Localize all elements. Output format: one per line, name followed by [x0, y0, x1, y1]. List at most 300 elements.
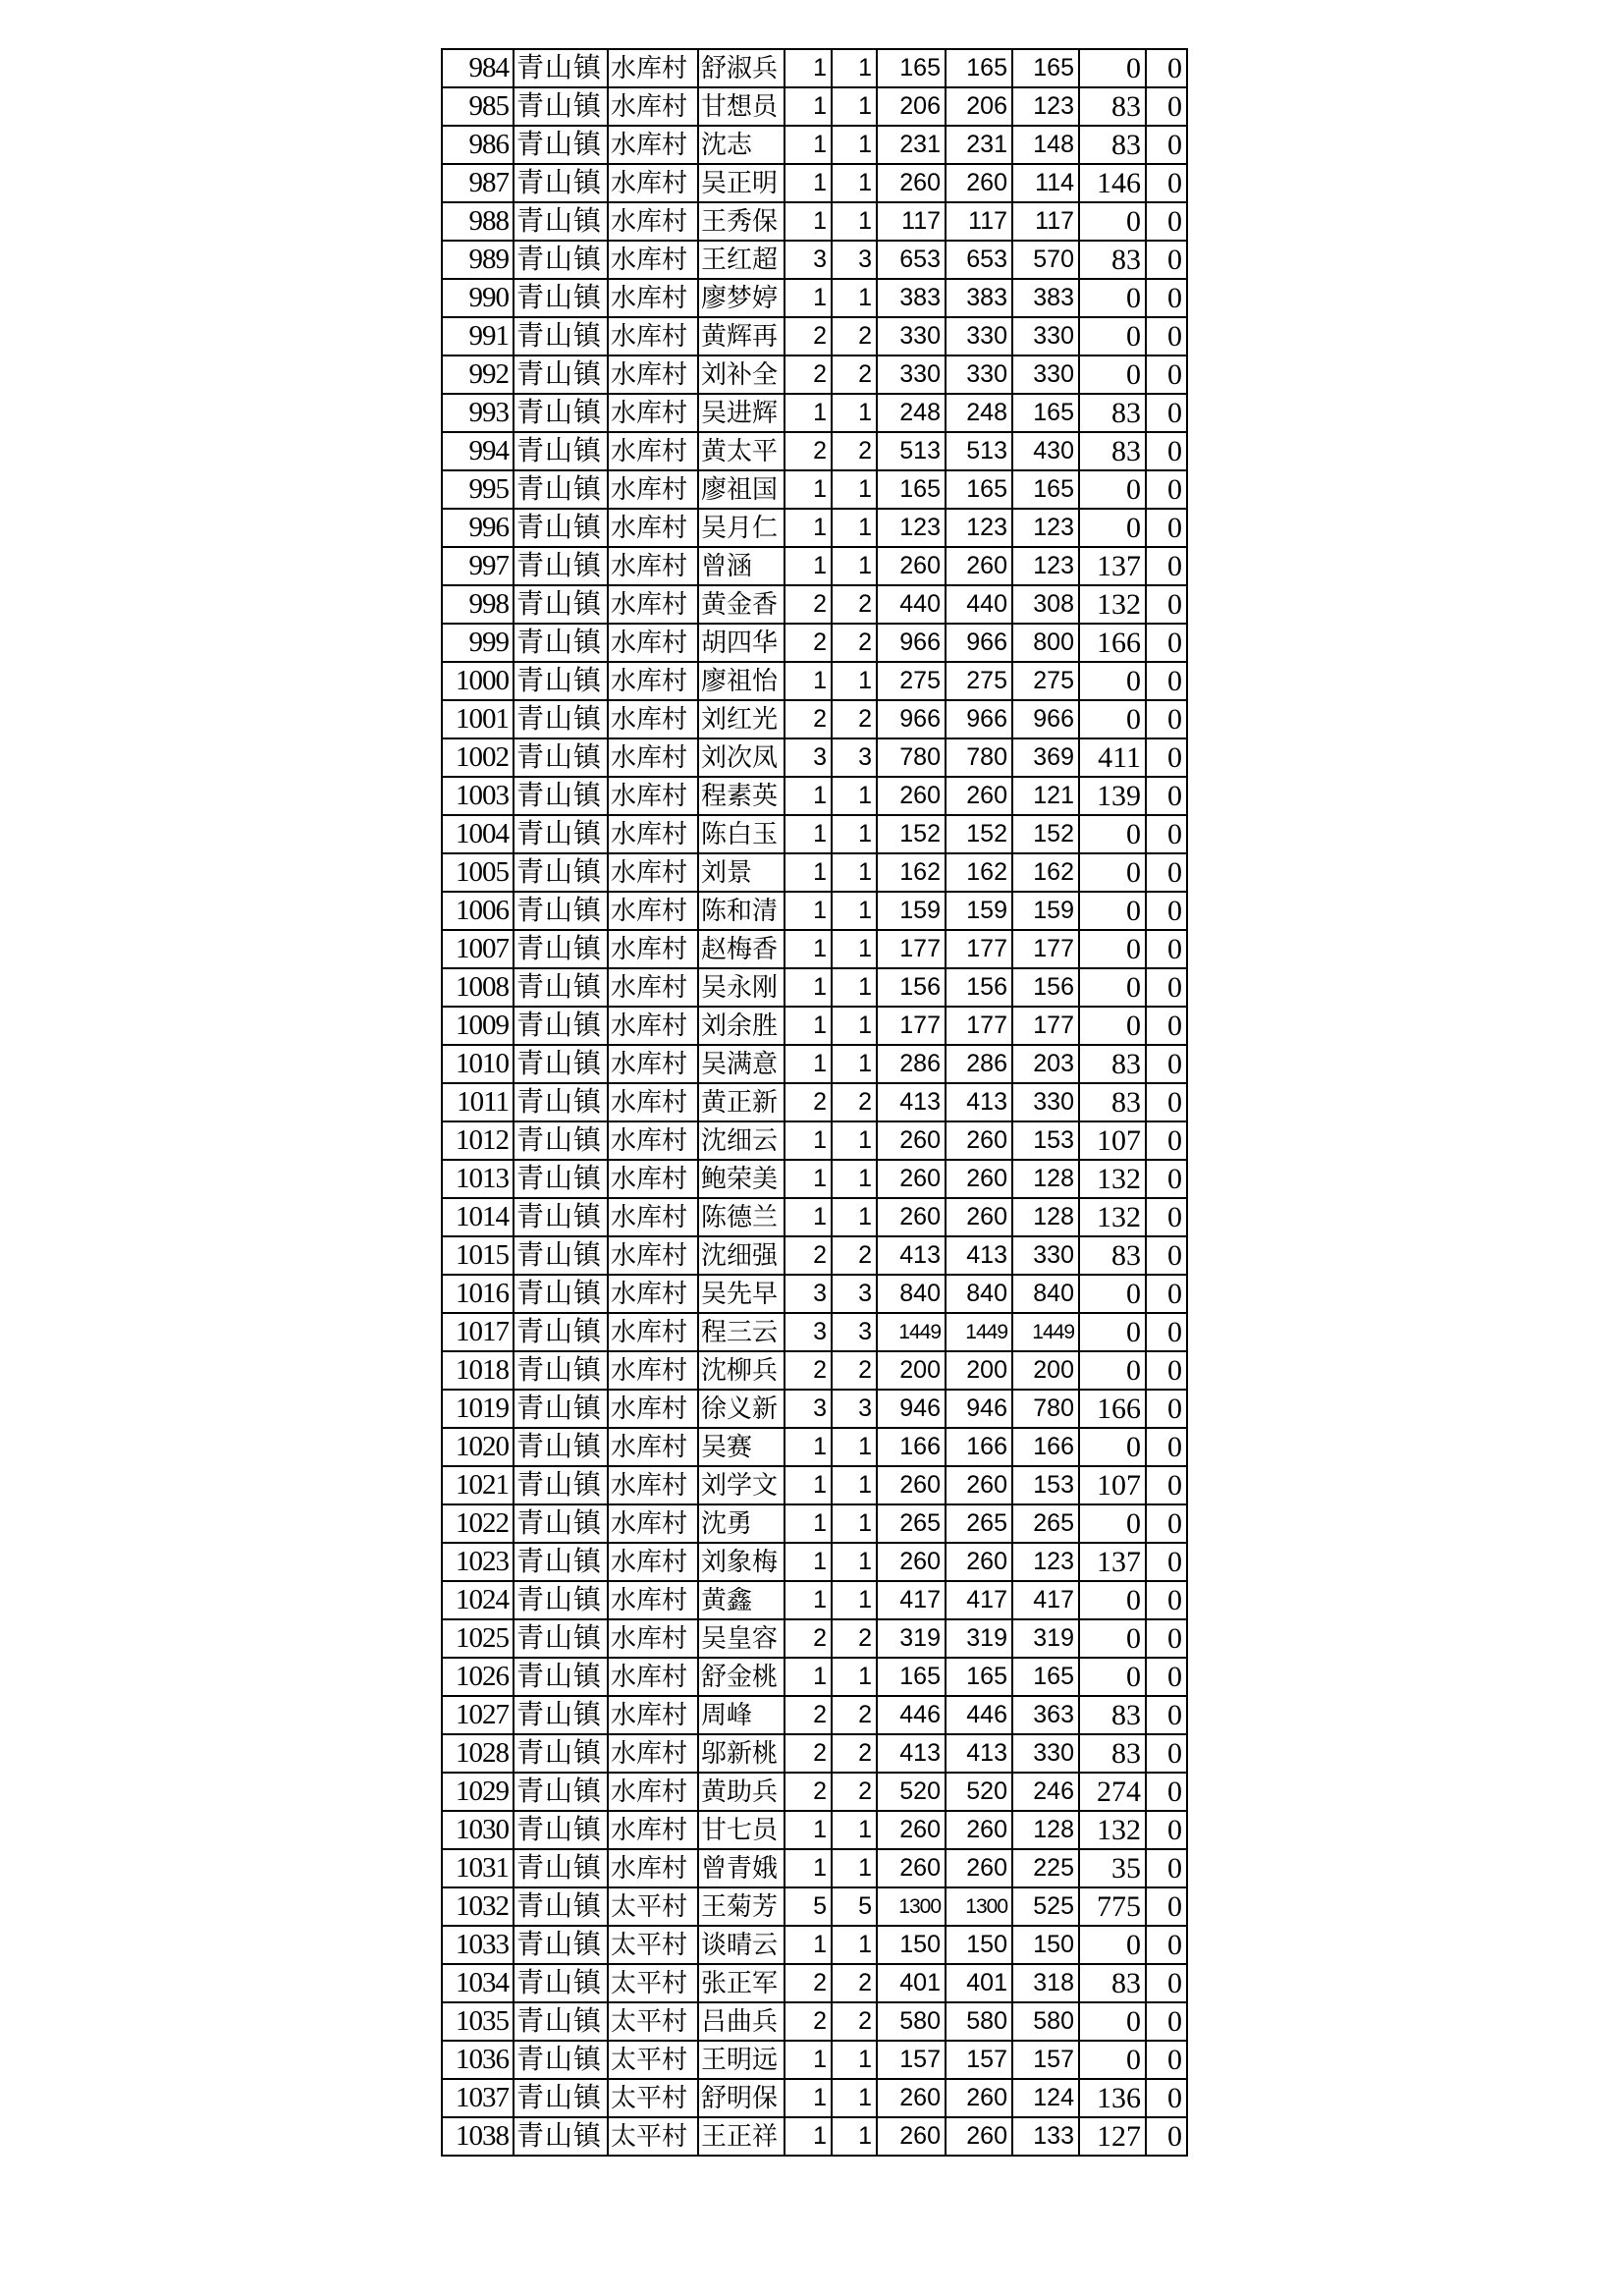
- amount-cell: 383: [1012, 279, 1079, 317]
- difference-cell: 0: [1079, 470, 1146, 509]
- town-cell: 青山镇: [514, 1160, 608, 1198]
- person-count-cell: 1: [832, 126, 877, 164]
- town-cell: 青山镇: [514, 1390, 608, 1428]
- village-cell: 水库村: [608, 547, 698, 585]
- household-count-cell: 2: [784, 1619, 832, 1658]
- difference-cell: 83: [1079, 1696, 1146, 1734]
- village-cell: 水库村: [608, 432, 698, 470]
- table-row: [442, 815, 1187, 853]
- person-count-cell: 1: [832, 394, 877, 432]
- village-cell: 水库村: [608, 1121, 698, 1160]
- name-cell: 吴永刚: [698, 968, 784, 1007]
- household-count-cell: 1: [784, 1811, 832, 1849]
- person-count-cell: 2: [832, 1236, 877, 1275]
- row-number: 995: [442, 470, 514, 509]
- household-count-cell: 1: [784, 202, 832, 241]
- village-cell: 水库村: [608, 1007, 698, 1045]
- person-count-cell: 2: [832, 1734, 877, 1773]
- difference-cell: 0: [1079, 1007, 1146, 1045]
- amount-cell: 225: [1012, 1849, 1079, 1887]
- amount-cell: 248: [946, 394, 1012, 432]
- table-row: [442, 892, 1187, 930]
- village-cell: 太平村: [608, 1926, 698, 1964]
- amount-cell: 319: [1012, 1619, 1079, 1658]
- extra-cell: 0: [1146, 1428, 1187, 1466]
- person-count-cell: 1: [832, 164, 877, 202]
- amount-cell: 265: [877, 1504, 946, 1543]
- person-count-cell: 3: [832, 1313, 877, 1351]
- town-cell: 青山镇: [514, 1236, 608, 1275]
- name-cell: 甘想员: [698, 87, 784, 126]
- extra-cell: 0: [1146, 1811, 1187, 1849]
- amount-cell: 260: [946, 1466, 1012, 1504]
- row-number: 1002: [442, 738, 514, 777]
- difference-cell: 0: [1079, 1313, 1146, 1351]
- amount-cell: 260: [946, 547, 1012, 585]
- household-count-cell: 1: [784, 968, 832, 1007]
- row-number: 1020: [442, 1428, 514, 1466]
- town-cell: 青山镇: [514, 777, 608, 815]
- village-cell: 水库村: [608, 1504, 698, 1543]
- person-count-cell: 1: [832, 470, 877, 509]
- table-body: [442, 49, 1187, 2156]
- table-row: [442, 470, 1187, 509]
- amount-cell: 966: [946, 700, 1012, 738]
- village-cell: 太平村: [608, 2041, 698, 2079]
- amount-cell: 319: [877, 1619, 946, 1658]
- amount-cell: 157: [1012, 2041, 1079, 2079]
- difference-cell: 0: [1079, 892, 1146, 930]
- amount-cell: 308: [1012, 585, 1079, 624]
- table-row: [442, 1849, 1187, 1887]
- amount-cell: 286: [946, 1045, 1012, 1083]
- town-cell: 青山镇: [514, 1007, 608, 1045]
- village-cell: 水库村: [608, 1734, 698, 1773]
- extra-cell: 0: [1146, 1696, 1187, 1734]
- table-row: [442, 1236, 1187, 1275]
- table-row: [442, 279, 1187, 317]
- amount-cell: 165: [946, 49, 1012, 87]
- person-count-cell: 3: [832, 241, 877, 279]
- household-count-cell: 2: [784, 1773, 832, 1811]
- town-cell: 青山镇: [514, 49, 608, 87]
- table-row: [442, 49, 1187, 87]
- row-number: 1036: [442, 2041, 514, 2079]
- household-count-cell: 1: [784, 1926, 832, 1964]
- amount-cell: 200: [946, 1351, 1012, 1390]
- row-number: 1034: [442, 1964, 514, 2002]
- row-number: 989: [442, 241, 514, 279]
- name-cell: 王秀保: [698, 202, 784, 241]
- name-cell: 王红超: [698, 241, 784, 279]
- town-cell: 青山镇: [514, 317, 608, 355]
- amount-cell: 966: [877, 624, 946, 662]
- village-cell: 水库村: [608, 853, 698, 892]
- person-count-cell: 1: [832, 1428, 877, 1466]
- row-number: 991: [442, 317, 514, 355]
- table-row: [442, 547, 1187, 585]
- amount-cell: 152: [946, 815, 1012, 853]
- person-count-cell: 2: [832, 1773, 877, 1811]
- household-count-cell: 2: [784, 432, 832, 470]
- household-count-cell: 1: [784, 87, 832, 126]
- table-row: [442, 2117, 1187, 2156]
- town-cell: 青山镇: [514, 1619, 608, 1658]
- person-count-cell: 2: [832, 700, 877, 738]
- row-number: 1001: [442, 700, 514, 738]
- difference-cell: 83: [1079, 1236, 1146, 1275]
- name-cell: 陈和清: [698, 892, 784, 930]
- town-cell: 青山镇: [514, 2002, 608, 2041]
- person-count-cell: 1: [832, 2079, 877, 2117]
- village-cell: 水库村: [608, 49, 698, 87]
- row-number: 1028: [442, 1734, 514, 1773]
- village-cell: 水库村: [608, 355, 698, 394]
- amount-cell: 840: [877, 1275, 946, 1313]
- extra-cell: 0: [1146, 432, 1187, 470]
- amount-cell: 330: [1012, 1083, 1079, 1121]
- village-cell: 水库村: [608, 815, 698, 853]
- town-cell: 青山镇: [514, 1121, 608, 1160]
- village-cell: 水库村: [608, 1275, 698, 1313]
- amount-cell: 580: [1012, 2002, 1079, 2041]
- amount-cell: 200: [1012, 1351, 1079, 1390]
- row-number: 985: [442, 87, 514, 126]
- village-cell: 水库村: [608, 624, 698, 662]
- amount-cell: 966: [1012, 700, 1079, 738]
- town-cell: 青山镇: [514, 1887, 608, 1926]
- town-cell: 青山镇: [514, 202, 608, 241]
- amount-cell: 363: [1012, 1696, 1079, 1734]
- person-count-cell: 1: [832, 509, 877, 547]
- town-cell: 青山镇: [514, 1504, 608, 1543]
- amount-cell: 165: [946, 470, 1012, 509]
- name-cell: 黄助兵: [698, 1773, 784, 1811]
- household-count-cell: 1: [784, 1428, 832, 1466]
- amount-cell: 260: [877, 1466, 946, 1504]
- household-count-cell: 1: [784, 662, 832, 700]
- extra-cell: 0: [1146, 1160, 1187, 1198]
- amount-cell: 318: [1012, 1964, 1079, 2002]
- person-count-cell: 2: [832, 1083, 877, 1121]
- row-number: 987: [442, 164, 514, 202]
- difference-cell: 132: [1079, 585, 1146, 624]
- person-count-cell: 2: [832, 2002, 877, 2041]
- table-row: [442, 624, 1187, 662]
- extra-cell: 0: [1146, 2041, 1187, 2079]
- table-row: [442, 1504, 1187, 1543]
- extra-cell: 0: [1146, 700, 1187, 738]
- difference-cell: 0: [1079, 202, 1146, 241]
- person-count-cell: 1: [832, 1466, 877, 1504]
- difference-cell: 83: [1079, 1083, 1146, 1121]
- village-cell: 太平村: [608, 2117, 698, 2156]
- name-cell: 黄辉再: [698, 317, 784, 355]
- difference-cell: 127: [1079, 2117, 1146, 2156]
- person-count-cell: 1: [832, 1543, 877, 1581]
- amount-cell: 513: [877, 432, 946, 470]
- name-cell: 刘象梅: [698, 1543, 784, 1581]
- extra-cell: 0: [1146, 87, 1187, 126]
- amount-cell: 123: [1012, 1543, 1079, 1581]
- person-count-cell: 1: [832, 968, 877, 1007]
- difference-cell: 0: [1079, 49, 1146, 87]
- village-cell: 水库村: [608, 1428, 698, 1466]
- table-row: [442, 1811, 1187, 1849]
- amount-cell: 121: [1012, 777, 1079, 815]
- amount-cell: 117: [946, 202, 1012, 241]
- household-count-cell: 1: [784, 853, 832, 892]
- amount-cell: 153: [1012, 1121, 1079, 1160]
- amount-cell: 840: [1012, 1275, 1079, 1313]
- household-count-cell: 1: [784, 394, 832, 432]
- amount-cell: 123: [1012, 547, 1079, 585]
- amount-cell: 653: [946, 241, 1012, 279]
- amount-cell: 128: [1012, 1160, 1079, 1198]
- table-row: [442, 930, 1187, 968]
- person-count-cell: 1: [832, 815, 877, 853]
- row-number: 988: [442, 202, 514, 241]
- household-count-cell: 2: [784, 355, 832, 394]
- extra-cell: 0: [1146, 2117, 1187, 2156]
- amount-cell: 520: [946, 1773, 1012, 1811]
- extra-cell: 0: [1146, 317, 1187, 355]
- table-row: [442, 1619, 1187, 1658]
- person-count-cell: 1: [832, 1504, 877, 1543]
- town-cell: 青山镇: [514, 700, 608, 738]
- table-row: [442, 1696, 1187, 1734]
- extra-cell: 0: [1146, 853, 1187, 892]
- extra-cell: 0: [1146, 1313, 1187, 1351]
- household-count-cell: 2: [784, 1696, 832, 1734]
- row-number: 1010: [442, 1045, 514, 1083]
- town-cell: 青山镇: [514, 1581, 608, 1619]
- table-row: [442, 355, 1187, 394]
- household-count-cell: 2: [784, 1083, 832, 1121]
- difference-cell: 139: [1079, 777, 1146, 815]
- table-row: [442, 853, 1187, 892]
- difference-cell: 83: [1079, 241, 1146, 279]
- row-number: 1009: [442, 1007, 514, 1045]
- row-number: 1029: [442, 1773, 514, 1811]
- difference-cell: 137: [1079, 1543, 1146, 1581]
- village-cell: 水库村: [608, 968, 698, 1007]
- table-row: [442, 662, 1187, 700]
- village-cell: 水库村: [608, 892, 698, 930]
- difference-cell: 136: [1079, 2079, 1146, 2117]
- extra-cell: 0: [1146, 1198, 1187, 1236]
- household-count-cell: 3: [784, 1275, 832, 1313]
- village-cell: 水库村: [608, 1236, 698, 1275]
- amount-cell: 417: [946, 1581, 1012, 1619]
- extra-cell: 0: [1146, 1504, 1187, 1543]
- village-cell: 水库村: [608, 1390, 698, 1428]
- person-count-cell: 1: [832, 1658, 877, 1696]
- household-count-cell: 1: [784, 470, 832, 509]
- extra-cell: 0: [1146, 1083, 1187, 1121]
- person-count-cell: 2: [832, 355, 877, 394]
- row-number: 1003: [442, 777, 514, 815]
- amount-cell: 123: [946, 509, 1012, 547]
- village-cell: 太平村: [608, 2002, 698, 2041]
- extra-cell: 0: [1146, 1734, 1187, 1773]
- row-number: 1033: [442, 1926, 514, 1964]
- village-cell: 水库村: [608, 1045, 698, 1083]
- village-cell: 水库村: [608, 1773, 698, 1811]
- amount-cell: 246: [1012, 1773, 1079, 1811]
- difference-cell: 0: [1079, 317, 1146, 355]
- table-row: [442, 1734, 1187, 1773]
- household-count-cell: 3: [784, 241, 832, 279]
- amount-cell: 966: [877, 700, 946, 738]
- amount-cell: 165: [1012, 1658, 1079, 1696]
- amount-cell: 150: [1012, 1926, 1079, 1964]
- amount-cell: 165: [1012, 394, 1079, 432]
- person-count-cell: 1: [832, 892, 877, 930]
- household-count-cell: 2: [784, 1734, 832, 1773]
- town-cell: 青山镇: [514, 892, 608, 930]
- person-count-cell: 1: [832, 930, 877, 968]
- amount-cell: 177: [877, 1007, 946, 1045]
- household-count-cell: 1: [784, 1160, 832, 1198]
- amount-cell: 156: [877, 968, 946, 1007]
- amount-cell: 260: [877, 1543, 946, 1581]
- extra-cell: 0: [1146, 1849, 1187, 1887]
- amount-cell: 203: [1012, 1045, 1079, 1083]
- name-cell: 沈细云: [698, 1121, 784, 1160]
- person-count-cell: 3: [832, 738, 877, 777]
- difference-cell: 274: [1079, 1773, 1146, 1811]
- name-cell: 舒金桃: [698, 1658, 784, 1696]
- name-cell: 王菊芳: [698, 1887, 784, 1926]
- amount-cell: 286: [877, 1045, 946, 1083]
- town-cell: 青山镇: [514, 1734, 608, 1773]
- household-count-cell: 2: [784, 624, 832, 662]
- village-cell: 水库村: [608, 1696, 698, 1734]
- amount-cell: 446: [946, 1696, 1012, 1734]
- town-cell: 青山镇: [514, 815, 608, 853]
- amount-cell: 153: [1012, 1466, 1079, 1504]
- extra-cell: 0: [1146, 968, 1187, 1007]
- amount-cell: 1449: [946, 1313, 1012, 1351]
- difference-cell: 83: [1079, 1734, 1146, 1773]
- extra-cell: 0: [1146, 1581, 1187, 1619]
- amount-cell: 157: [946, 2041, 1012, 2079]
- extra-cell: 0: [1146, 1466, 1187, 1504]
- household-count-cell: 3: [784, 1313, 832, 1351]
- amount-cell: 159: [946, 892, 1012, 930]
- amount-cell: 430: [1012, 432, 1079, 470]
- amount-cell: 260: [877, 2117, 946, 2156]
- amount-cell: 275: [946, 662, 1012, 700]
- amount-cell: 123: [1012, 509, 1079, 547]
- name-cell: 邬新桃: [698, 1734, 784, 1773]
- amount-cell: 260: [877, 2079, 946, 2117]
- amount-cell: 260: [877, 164, 946, 202]
- amount-cell: 133: [1012, 2117, 1079, 2156]
- table-row: [442, 1543, 1187, 1581]
- difference-cell: 83: [1079, 394, 1146, 432]
- amount-cell: 265: [946, 1504, 1012, 1543]
- extra-cell: 0: [1146, 624, 1187, 662]
- table-row: [442, 1121, 1187, 1160]
- row-number: 1024: [442, 1581, 514, 1619]
- table-row: [442, 1887, 1187, 1926]
- amount-cell: 260: [946, 1121, 1012, 1160]
- town-cell: 青山镇: [514, 968, 608, 1007]
- table-row: [442, 1007, 1187, 1045]
- amount-cell: 417: [1012, 1581, 1079, 1619]
- difference-cell: 0: [1079, 509, 1146, 547]
- table-row: [442, 968, 1187, 1007]
- village-cell: 水库村: [608, 241, 698, 279]
- amount-cell: 166: [877, 1428, 946, 1466]
- town-cell: 青山镇: [514, 1926, 608, 1964]
- name-cell: 刘景: [698, 853, 784, 892]
- name-cell: 黄正新: [698, 1083, 784, 1121]
- amount-cell: 520: [877, 1773, 946, 1811]
- extra-cell: 0: [1146, 394, 1187, 432]
- row-number: 1025: [442, 1619, 514, 1658]
- amount-cell: 1300: [946, 1887, 1012, 1926]
- town-cell: 青山镇: [514, 470, 608, 509]
- difference-cell: 0: [1079, 1926, 1146, 1964]
- table-row: [442, 2041, 1187, 2079]
- extra-cell: 0: [1146, 1619, 1187, 1658]
- name-cell: 廖祖国: [698, 470, 784, 509]
- amount-cell: 401: [946, 1964, 1012, 2002]
- table-row: [442, 1351, 1187, 1390]
- amount-cell: 580: [877, 2002, 946, 2041]
- row-number: 1030: [442, 1811, 514, 1849]
- household-count-cell: 1: [784, 777, 832, 815]
- amount-cell: 165: [877, 1658, 946, 1696]
- row-number: 990: [442, 279, 514, 317]
- town-cell: 青山镇: [514, 624, 608, 662]
- difference-cell: 0: [1079, 2002, 1146, 2041]
- amount-cell: 165: [1012, 49, 1079, 87]
- amount-cell: 413: [946, 1236, 1012, 1275]
- amount-cell: 260: [946, 1160, 1012, 1198]
- household-count-cell: 3: [784, 1390, 832, 1428]
- extra-cell: 0: [1146, 470, 1187, 509]
- household-count-cell: 1: [784, 815, 832, 853]
- village-cell: 水库村: [608, 777, 698, 815]
- household-count-cell: 1: [784, 930, 832, 968]
- amount-cell: 260: [946, 2079, 1012, 2117]
- difference-cell: 0: [1079, 700, 1146, 738]
- amount-cell: 1449: [1012, 1313, 1079, 1351]
- amount-cell: 260: [946, 777, 1012, 815]
- person-count-cell: 1: [832, 1160, 877, 1198]
- amount-cell: 206: [946, 87, 1012, 126]
- amount-cell: 123: [1012, 87, 1079, 126]
- table-row: [442, 700, 1187, 738]
- difference-cell: 0: [1079, 1428, 1146, 1466]
- table-row: [442, 1045, 1187, 1083]
- amount-cell: 800: [1012, 624, 1079, 662]
- table-row: [442, 1428, 1187, 1466]
- table-row: [442, 1198, 1187, 1236]
- amount-cell: 260: [946, 1198, 1012, 1236]
- town-cell: 青山镇: [514, 2117, 608, 2156]
- amount-cell: 440: [877, 585, 946, 624]
- name-cell: 黄金香: [698, 585, 784, 624]
- name-cell: 王正祥: [698, 2117, 784, 2156]
- amount-cell: 177: [946, 930, 1012, 968]
- person-count-cell: 1: [832, 87, 877, 126]
- amount-cell: 162: [946, 853, 1012, 892]
